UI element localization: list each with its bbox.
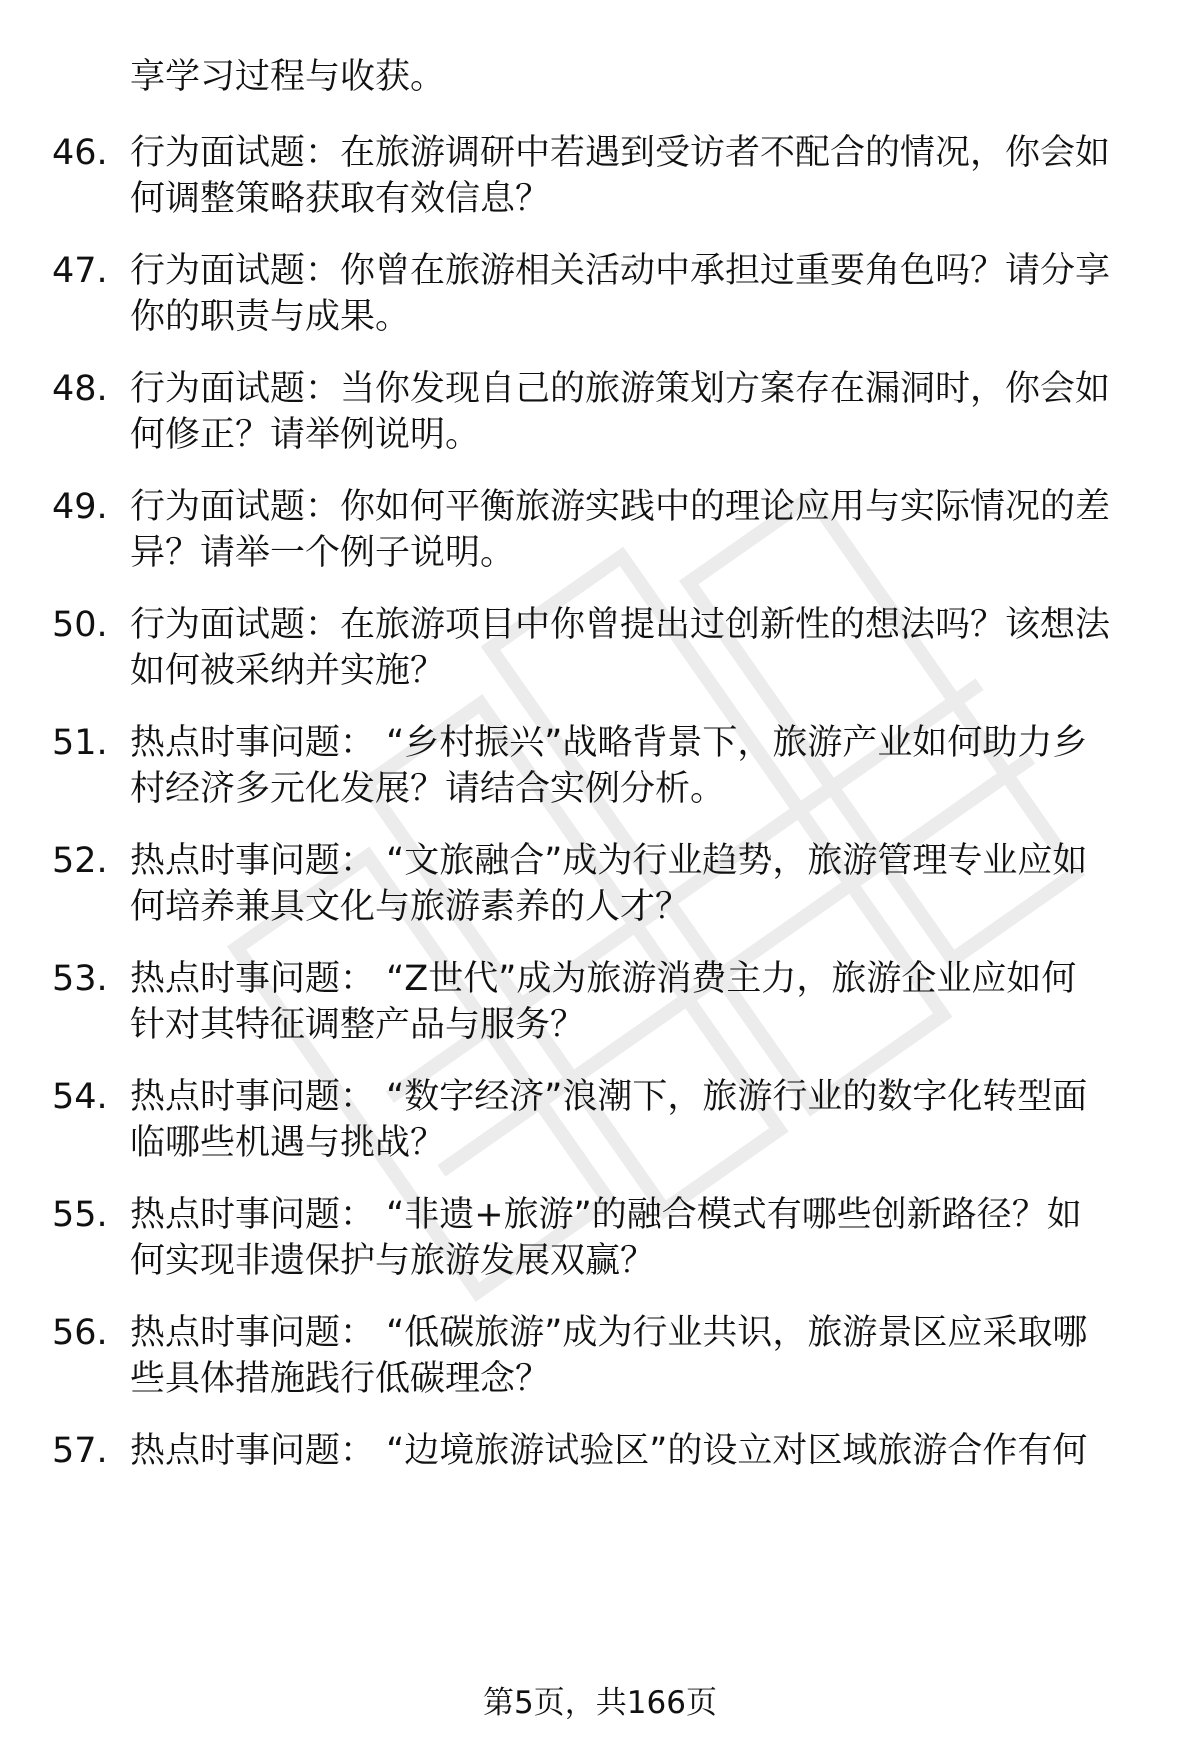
question-item: 行为面试题：当你发现自己的旅游策划方案存在漏洞时，你会如 何修正？请举例说明。 — [130, 369, 1111, 455]
question-number: 54. — [52, 1077, 108, 1117]
question-item: 热点时事问题： “非遗+旅游”的融合模式有哪些创新路径？如 何实现非遗保护与旅游发展双赢？ — [130, 1195, 1082, 1281]
question-number: 49. — [52, 487, 108, 527]
question-item: 热点时事问题： “文旅融合”成为行业趋势，旅游管理专业应如 何培养兼具文化与旅游素养的人才？ — [130, 841, 1088, 927]
question-number: 55. — [52, 1195, 108, 1235]
question-item: 热点时事问题： “乡村振兴”战略背景下，旅游产业如何助力乡 村经济多元化发展？请结合实例分析。 — [130, 723, 1088, 809]
question-number: 47. — [52, 251, 108, 291]
continuation-text: 享学习过程与收获。 — [130, 57, 446, 97]
question-number: 51. — [52, 723, 108, 763]
question-number: 56. — [52, 1313, 108, 1353]
question-number: 52. — [52, 841, 108, 881]
page-number-footer: 第5页，共166页 — [483, 1685, 717, 1721]
question-number: 57. — [52, 1431, 108, 1471]
question-item: 行为面试题：你如何平衡旅游实践中的理论应用与实际情况的差 异？请举一个例子说明。 — [130, 487, 1111, 573]
question-number: 46. — [52, 133, 108, 173]
question-item: 热点时事问题： “低碳旅游”成为行业共识，旅游景区应采取哪 些具体措施践行低碳理念？ — [130, 1313, 1088, 1399]
question-item: 热点时事问题： “Z世代”成为旅游消费主力，旅游企业应如何 针对其特征调整产品与服务？ — [130, 959, 1077, 1045]
question-item: 行为面试题：在旅游调研中若遇到受访者不配合的情况，你会如 何调整策略获取有效信息？ — [130, 133, 1111, 219]
question-number: 48. — [52, 369, 108, 409]
question-item: 行为面试题：你曾在旅游相关活动中承担过重要角色吗？请分享 你的职责与成果。 — [130, 251, 1111, 337]
question-number: 53. — [52, 959, 108, 999]
question-item: 热点时事问题： “边境旅游试验区”的设立对区域旅游合作有何 — [130, 1431, 1088, 1471]
question-number: 50. — [52, 605, 108, 645]
question-item: 热点时事问题： “数字经济”浪潮下，旅游行业的数字化转型面 临哪些机遇与挑战？ — [130, 1077, 1088, 1163]
question-item: 行为面试题：在旅游项目中你曾提出过创新性的想法吗？该想法 如何被采纳并实施？ — [130, 605, 1111, 691]
